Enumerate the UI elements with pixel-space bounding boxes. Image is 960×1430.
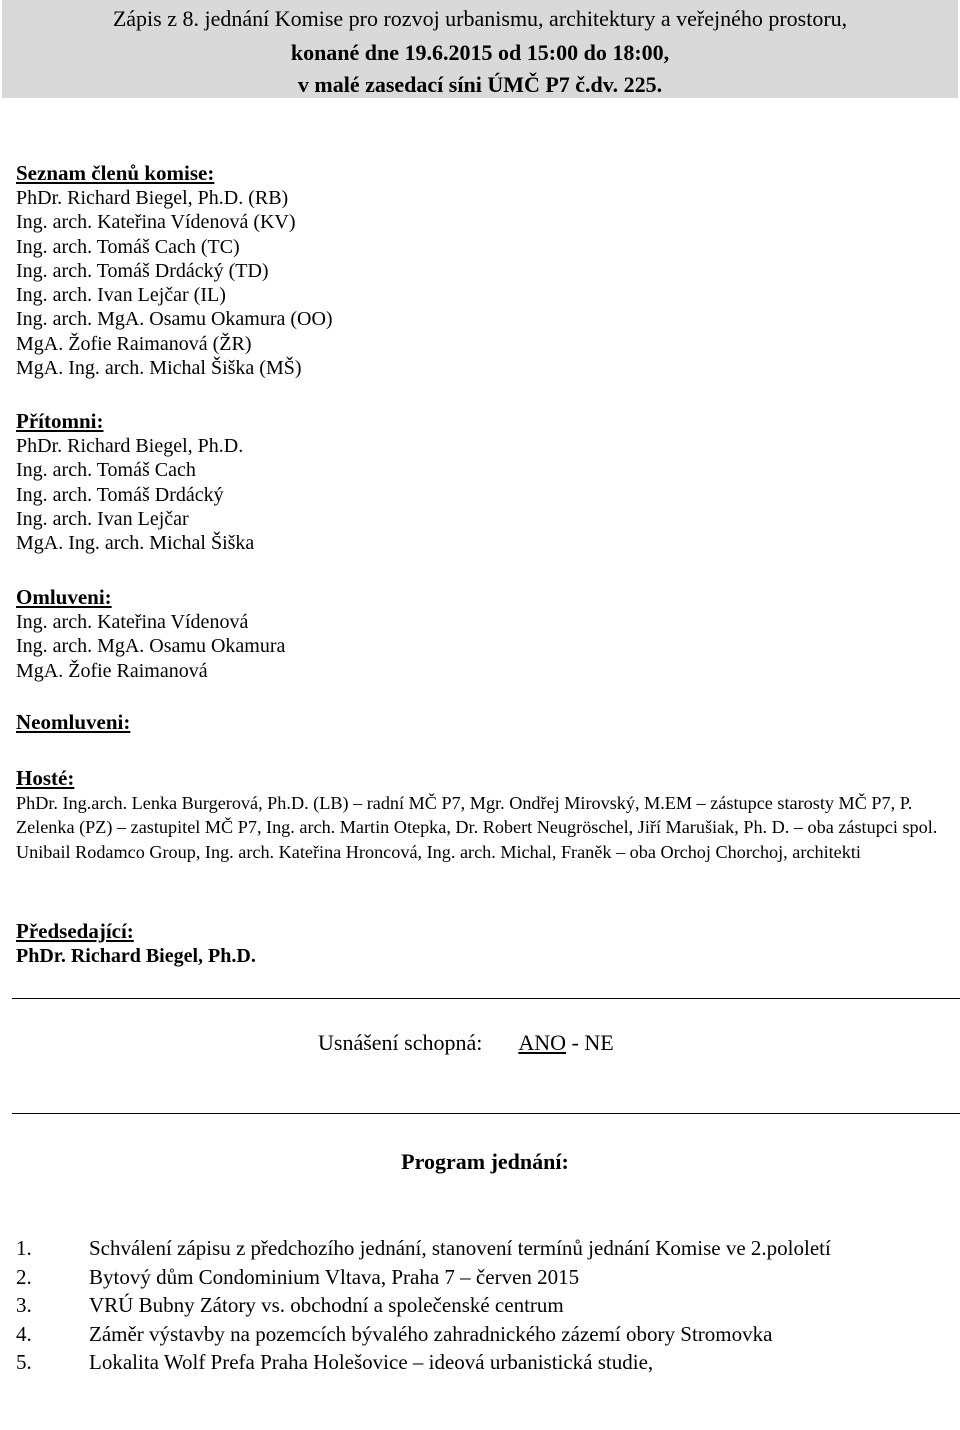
member-item: Ing. arch. Ivan Lejčar (IL)	[16, 284, 226, 307]
agenda-item	[16, 1348, 831, 1377]
agenda-list	[16, 1234, 831, 1377]
quorum-separator: -	[566, 1030, 585, 1055]
members-heading: Seznam členů komise:	[16, 161, 215, 185]
guests-heading: Hosté:	[16, 766, 75, 790]
divider-top	[12, 998, 960, 999]
present-item: Ing. arch. Ivan Lejčar	[16, 507, 189, 530]
member-item: PhDr. Richard Biegel, Ph.D. (RB)	[16, 187, 289, 209]
quorum-line	[318, 1030, 614, 1056]
excused-item: MgA. Žofie Raimanová	[16, 659, 208, 682]
header-location: v malé zasedací síni ÚMČ P7 č.dv. 225.	[297, 72, 663, 97]
agenda-number: 3.	[16, 1293, 32, 1318]
member-item: Ing. arch. MgA. Osamu Okamura (OO)	[16, 308, 333, 331]
agenda-text: Lokalita Wolf Prefa Praha Holešovice – ideová urbanistická studie,	[89, 1350, 654, 1375]
chair-name: PhDr. Richard Biegel, Ph.D.	[16, 945, 256, 967]
unexcused-heading: Neomluveni:	[16, 710, 131, 734]
present-section	[16, 408, 254, 555]
member-item: Ing. arch. Kateřina Vídenová (KV)	[16, 211, 296, 234]
member-item: MgA. Ing. arch. Michal Šiška (MŠ)	[16, 357, 302, 380]
guests-list	[16, 791, 956, 864]
agenda-text: Bytový dům Condominium Vltava, Praha 7 – červen 2015	[89, 1264, 580, 1289]
document-header	[2, 0, 958, 98]
divider-bottom	[12, 1113, 960, 1114]
agenda-number: 1.	[16, 1236, 32, 1260]
agenda-text: VRÚ Bubny Zátory vs. obchodní a společenské centrum	[89, 1293, 564, 1318]
present-item: Ing. arch. Tomáš Drdácký	[16, 483, 224, 506]
excused-section	[16, 584, 285, 683]
member-item: MgA. Žofie Raimanová (ŽR)	[16, 332, 252, 355]
agenda-item	[16, 1234, 831, 1263]
present-item: MgA. Ing. arch. Michal Šiška	[16, 532, 255, 555]
agenda-text: Záměr výstavby na pozemcích bývalého zahradnického zázemí obory	[89, 1321, 676, 1346]
chair-heading: Předsedající:	[16, 919, 134, 943]
agenda-item	[16, 1291, 831, 1320]
agenda-number: 5.	[16, 1350, 32, 1375]
present-item: Ing. arch. Tomáš Cach	[16, 459, 196, 482]
program-title: Program jednání:	[401, 1149, 569, 1174]
agenda-item	[16, 1320, 831, 1349]
present-item: PhDr. Richard Biegel, Ph.D.	[16, 435, 244, 457]
excused-heading: Omluveni:	[16, 585, 112, 609]
agenda-number: 2.	[16, 1264, 32, 1289]
agenda-item	[16, 1263, 831, 1292]
member-item: Ing. arch. Tomáš Drdácký (TD)	[16, 259, 269, 282]
unexcused-section	[16, 709, 130, 735]
agenda-text: Stromovka	[680, 1321, 773, 1346]
excused-item: Ing. arch. Kateřina Vídenová	[16, 611, 249, 633]
present-heading: Přítomni:	[16, 409, 104, 433]
agenda-text: Komise ve 2.pololetí	[655, 1236, 831, 1260]
member-item: Ing. arch. Tomáš Cach (TC)	[16, 235, 240, 258]
guests-heading-wrap	[16, 765, 74, 791]
guests-line: oba Orchoj Chorchoj, architekti	[629, 841, 861, 862]
header-date: konané dne 19.6.2015 od 15:00 do 18:00,	[290, 40, 670, 65]
agenda-text: Schválení zápisu z předchozího jednání, stanovení termínů jednání	[89, 1236, 650, 1260]
guests-line: MČ P7, P. Zelenka (PZ) – zastupitel MČ P7, Ing. arch. Martin Otepka, Dr. Robert Neugröschel, Jiří Marušiak,	[16, 793, 913, 838]
quorum-yes: ANO	[518, 1030, 567, 1055]
members-section	[16, 160, 333, 380]
quorum-label: Usnášení schopná:	[318, 1030, 483, 1055]
guests-line: Ph. D. – oba zástupci spol. Unibail Rodamco Group, Ing. arch. Kateřina Hroncová, Ing. arch. Michal, Franěk –	[16, 817, 938, 862]
guests-line: PhDr. Ing.arch. Lenka Burgerová, Ph.D. (LB) – radní MČ P7, Mgr. Ondřej Mirovský, M.EM – zástupce starosty	[16, 793, 834, 813]
chair-section	[16, 918, 256, 968]
quorum-no: NE	[584, 1030, 614, 1055]
excused-item: Ing. arch. MgA. Osamu Okamura	[16, 635, 286, 658]
agenda-number: 4.	[16, 1321, 32, 1346]
header-title: Zápis z 8. jednání Komise pro rozvoj urbanismu, architektury a veřejného prostoru,	[112, 6, 848, 31]
